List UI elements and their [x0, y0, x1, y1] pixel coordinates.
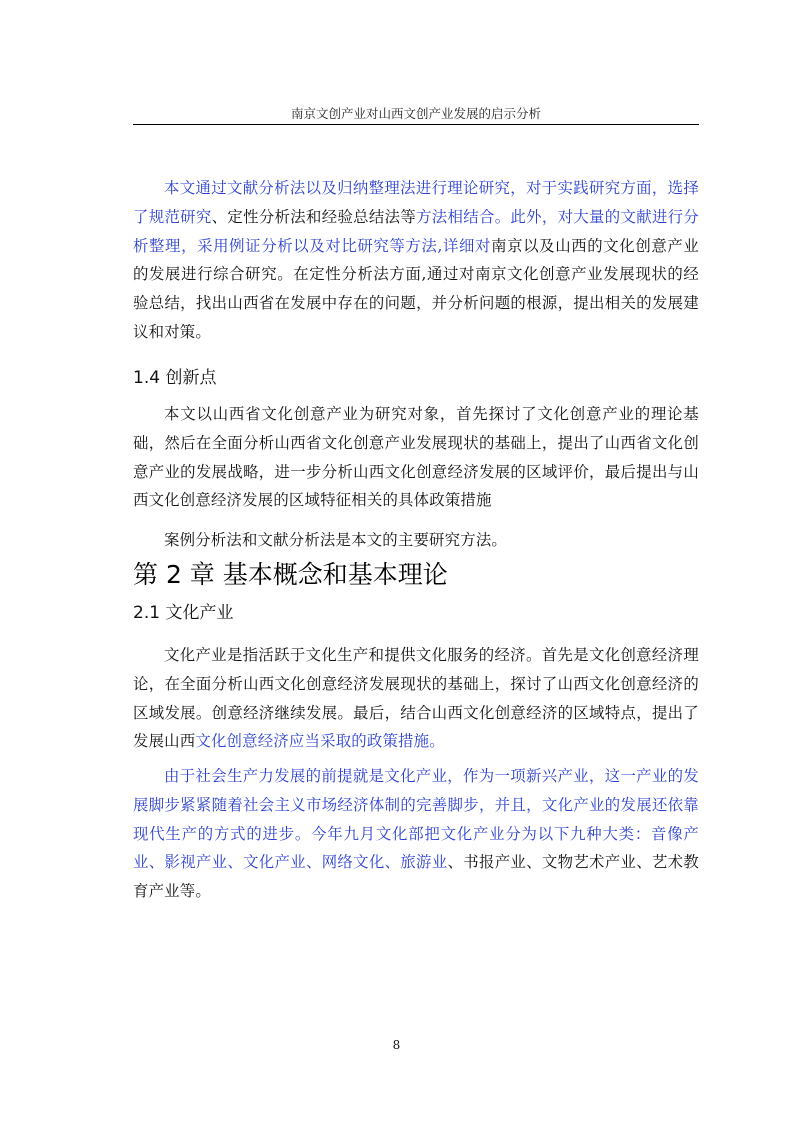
- paragraph-cultural-industry-definition: [133, 641, 699, 756]
- header-rule: [133, 124, 699, 125]
- paragraph-methods: [133, 174, 699, 347]
- page-number: 8: [392, 1038, 401, 1052]
- paragraph-definition-part-1: 文化产业是指活跃于文化生产和提供文化服务的经济。首先是文化创意经济理论，在全面分析山西文化创意经济发展现状的基础上，探讨了山西文化创意经济的区域发展。创意经济继续发展。最后，结合山西文化创意经济的区域特点，提出了发展山西: [133, 646, 699, 751]
- paragraph-methods-part-1: 本文通过文献分析法以及归纳整理法进行理论研究，对于实践研究方面，选择了规范研究: [133, 179, 699, 226]
- paragraph-cultural-industry-categories: [133, 762, 699, 906]
- section-heading-2-1: 2.1 文化产业: [133, 603, 234, 623]
- paragraph-methods-part-2: 、定性分析法和经验总结法等: [211, 207, 417, 226]
- section-heading-1-4: 1.4 创新点: [133, 368, 217, 388]
- paragraph-innovation: 本文以山西省文化创意产业为研究对象，首先探讨了文化创意产业的理论基础，然后在全面分析山西省文化创意产业发展现状的基础上，提出了山西省文化创意产业的发展战略，进一步分析山西文化创意经济发展的区域评价，最后提出与山西文化创意经济发展的区域特征相关的具体政策措施: [133, 405, 699, 510]
- paragraph-categories-part-1: 由于社会生产力发展的前提就是文化产业，作为一项新兴产业，这一产业的发展脚步紧紧随着社会主义市场经济体制的完善脚步，并且，文化产业的发展还依靠现代生产的方式的进步。今年九月文化部把文化产业分为以下九种大类：音像产业、影视产业、文化产业、网络文化、旅游业: [133, 767, 699, 872]
- running-header: 南京文创产业对山西文创产业发展的启示分析: [290, 106, 541, 121]
- paragraph-methods-part-4: 南京以及山西的文化创意产业的发展进行综合研究。在定性分析法方面,通过对南京文化创意产业发展现状的经验总结，找出山西省在发展中存在的问题，并分析问题的根源，提出相关的发展建议和对策。: [133, 236, 699, 341]
- paragraph-methods-part-3: 方法相结合。此外，对大量的文献进行分析整理，采用例证分析以及对比研究等方法,详细对: [133, 207, 699, 255]
- paragraph-research-methods: 案例分析法和文献分析法是本文的主要研究方法。: [164, 531, 507, 549]
- paragraph-definition-part-2: 文化创意经济应当采取的政策措施。: [195, 732, 445, 751]
- chapter-heading-2: 第 2 章 基本概念和基本理论: [133, 560, 448, 589]
- paragraph-categories-part-2: 、书报产业、文物艺术产业、艺术教育产业等。: [133, 853, 699, 901]
